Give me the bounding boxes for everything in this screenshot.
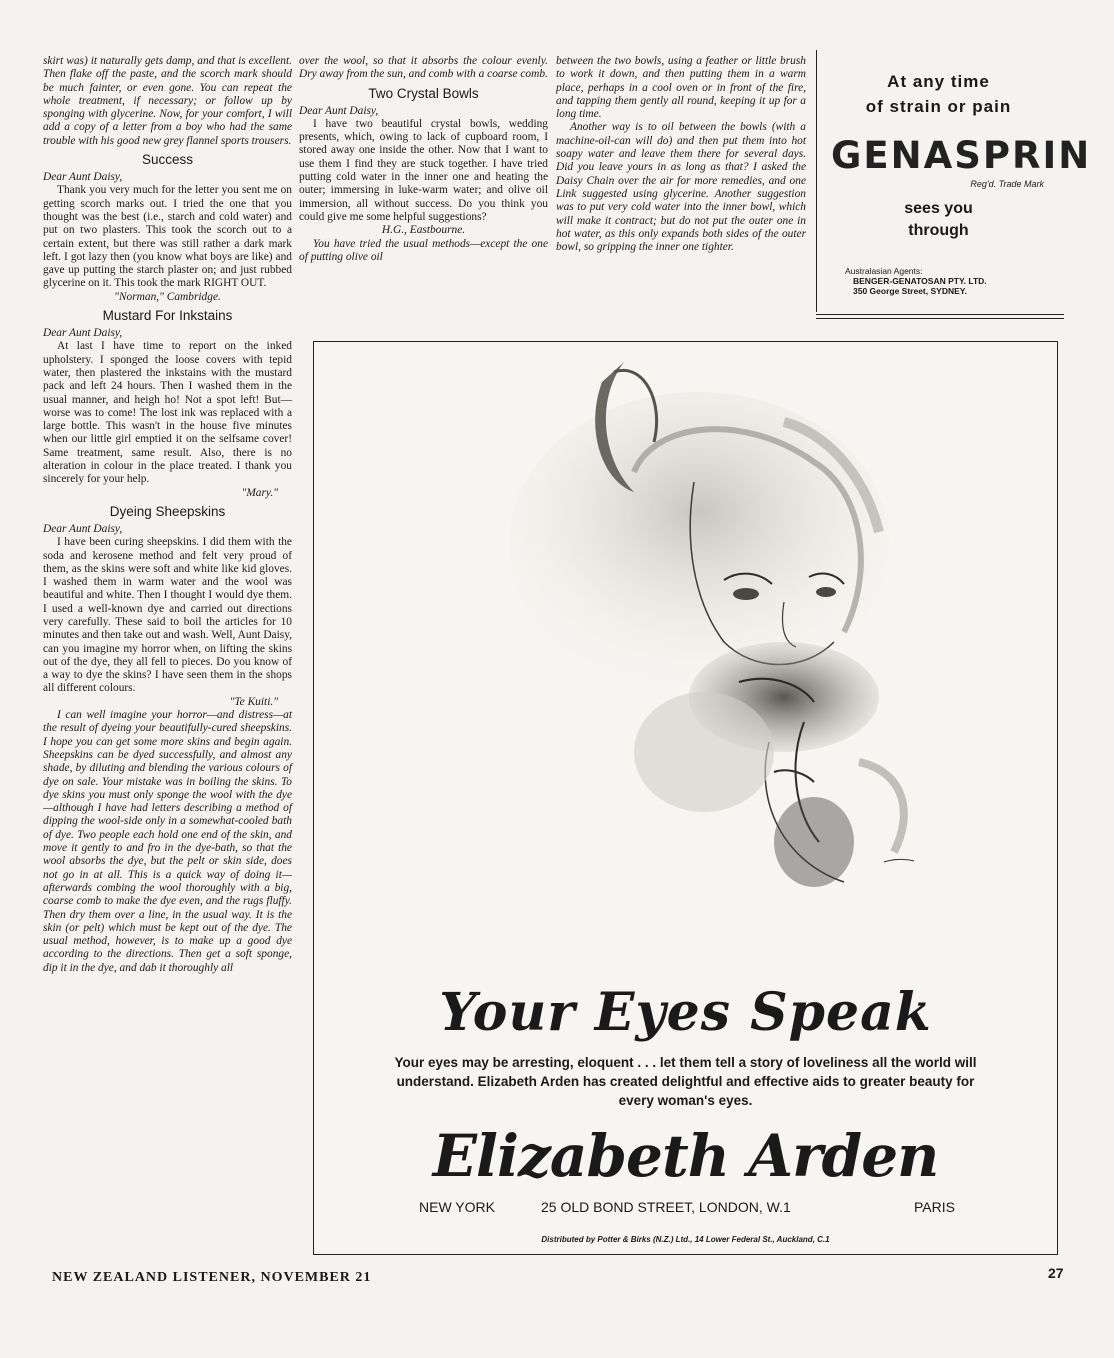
col3-continued-text: between the two bowls, using a feather or little brush to work it down, and then putting them in a warm place, perhaps in a cool oven or in front of the fire, and tapping them gently all round, keeping it up for a long time.	[556, 55, 806, 121]
genasprin-line-4: through	[908, 222, 969, 239]
page-number: 27	[1048, 1265, 1064, 1281]
column-2	[299, 55, 548, 264]
genasprin-trademark: Reg'd. Trade Mark	[970, 179, 1044, 189]
letter-success: Thank you very much for the letter you sent me on getting scorch marks out. I tried the one that you thought was the best (i.e., starch and cold water) and put on two plasters. This took the scorch out to a certain extent, but there was still rather a dark mark left. I got lazy then (you know what boys are like) and gave up putting the starch plaster on; and just rubbed glycerine on it. This took the mark RIGHT OUT.	[43, 184, 292, 290]
location-london: 25 OLD BOND STREET, LONDON, W.1	[541, 1199, 791, 1215]
heading-mustard: Mustard For Inkstains	[102, 308, 233, 324]
genasprin-bottom-rule	[816, 314, 1064, 319]
signature-te-kuiti: "Te Kuiti."	[229, 695, 278, 708]
salutation: Dear Aunt Daisy,	[43, 327, 123, 340]
location-paris: PARIS	[914, 1199, 955, 1215]
column-3	[556, 55, 806, 254]
column-1	[43, 55, 292, 975]
col2-continued-text: over the wool, so that it absorbs the colour evenly. Dry away from the sun, and comb with a coarse comb.	[299, 55, 548, 81]
letter-crystal-bowls: I have two beautiful crystal bowls, wedding presents, which, owing to lack of cupboard room, I stored away one inside the other. Now that I want to use them I find they are stuck together. I have tried putting cold water in the inner one and heating the outer; immersing in luke-warm water; and olive oil immersion, all without success. Do you think you could give me some helpful suggestions?	[299, 117, 548, 223]
genasprin-line-3: sees you	[904, 200, 973, 217]
salutation: Dear Aunt Daisy,	[299, 104, 379, 117]
letter-mustard: At last I have time to report on the inked upholstery. I sponged the loose covers with tepid water, then plastered the inkstains with the mustard pack and left 24 hours. Then I washed them in the usual manner, and heigh ho! Not a spot left! But—worse was to come! The lost ink was replaced with a large bottle. This wasn't in the house five minutes when our little girl emptied it on the selfsame cover! Same treatment, same result. Also, there is no alteration in colour in the place treated. I thank you sincerely for your help.	[43, 340, 292, 486]
salutation: Dear Aunt Daisy,	[43, 522, 123, 535]
heading-crystal-bowls: Two Crystal Bowls	[368, 85, 479, 101]
genasprin-advertisement	[816, 50, 1092, 312]
salutation: Dear Aunt Daisy,	[43, 171, 123, 184]
signature-mary: "Mary."	[241, 486, 278, 499]
genasprin-line-2: of strain or pain	[865, 97, 1012, 116]
agents-address: 350 George Street, SYDNEY.	[853, 286, 967, 296]
ad-headline: Your Eyes Speak	[439, 982, 932, 1043]
elizabeth-arden-advertisement	[313, 341, 1058, 1255]
col1-continued-text: skirt was) it naturally gets damp, and that is excellent. Then flake off the paste, and the scorch mark should be much fainter, or even gone. You can repeat the whole treatment, if necessary; or follow up by sponging with glycerine. Now, for your comfort, I will add a copy of a letter from a boy who had the same trouble with his good new grey flannel sports trousers.	[43, 55, 292, 147]
ad-body-copy: Your eyes may be arresting, eloquent . . . let them tell a story of loveliness all the world will understand. Elizabeth Arden has created delightful and effective aids to greater beauty for every woman's eyes.	[394, 1055, 977, 1108]
genasprin-brand-logo: GENASPRIN	[831, 134, 1092, 177]
reply-dyeing: I can well imagine your horror—and distress—at the result of dyeing your beautifully-cured sheepskins. I hope you can get some more skins and begin again. Sheepskins can be dyed successfully, and almost any shade, by diluting and blending the various colours of dye on sale. Your mistake was in boiling the skins. To dye skins you must only sponge the wool with the dye—although I have had letters describing a method of dipping the wool-side only in a somewhat-cooled bath of dye. Two people each hold one end of the skin, and move it gently to and fro in the dye-bath, so that the wool absorbs the dye, but the pelt or skin side, does not go in at all. This is a quick way of doing it—afterwards combing the wool thoroughly with a big, coarse comb to make the dye even, and the rugs fluffy. Then dry them over a line, in the usual way. It is the skin (or pelt) which must be kept out of the dye. The usual method, however, is to make up a good dye according to the directions. Then get a soft sponge, dip it in the dye, and dab it thoroughly all	[43, 709, 292, 974]
woman-portrait-illustration	[484, 342, 914, 902]
reply-crystal-bowls: You have tried the usual methods—except the one of putting olive oil	[299, 237, 548, 263]
elizabeth-arden-signature: Elizabeth Arden	[432, 1122, 939, 1190]
col3-paragraph-2: Another way is to oil between the bowls (with a machine-oil-can will do) and then put them into hot soapy water and leave them there for several days. Did you leave yours in as long as that? I asked the Daisy Chain over the air for more remedies, and one Link suggested using glycerine. Another suggestion was to put very cold water into the inner bowl, which will make it contract; but do not put the outer one in hot water, as this only expands both sides of the outer bowl, so gripping the inner one tighter.	[556, 121, 806, 254]
agents-company: BENGER-GENATOSAN PTY. LTD.	[853, 276, 987, 286]
publication-footer: NEW ZEALAND LISTENER, NOVEMBER 21	[52, 1270, 372, 1285]
genasprin-line-1: At any time	[887, 72, 990, 91]
letter-dyeing: I have been curing sheepskins. I did them with the soda and kerosene method and felt very proud of them, as the skins were soft and white like kid gloves. I washed them in warm water and the wool was beautiful and white. Then I thought I would dye them. I used a well-known dye and carried out directions very carefully. These said to boil the articles for 10 minutes and then take out and wash. Well, Aunt Daisy, can you imagine my horror when, on lifting the skins out of the dye, they all fell to pieces. Do you know of a way to dye the skins? I have seen them in the shops all different colours.	[43, 536, 292, 695]
genasprin-agents	[845, 266, 987, 296]
location-new-york: NEW YORK	[419, 1199, 495, 1215]
agents-label: Australasian Agents:	[845, 266, 923, 276]
distributor-line: Distributed by Potter & Birks (N.Z.) Ltd., 14 Lower Federal St., Auckland, C.1	[541, 1235, 830, 1244]
heading-dyeing: Dyeing Sheepskins	[109, 503, 226, 519]
heading-success: Success	[141, 152, 194, 168]
signature-norman: "Norman," Cambridge.	[114, 290, 221, 303]
signature-hg: H.G., Eastbourne.	[381, 224, 466, 237]
